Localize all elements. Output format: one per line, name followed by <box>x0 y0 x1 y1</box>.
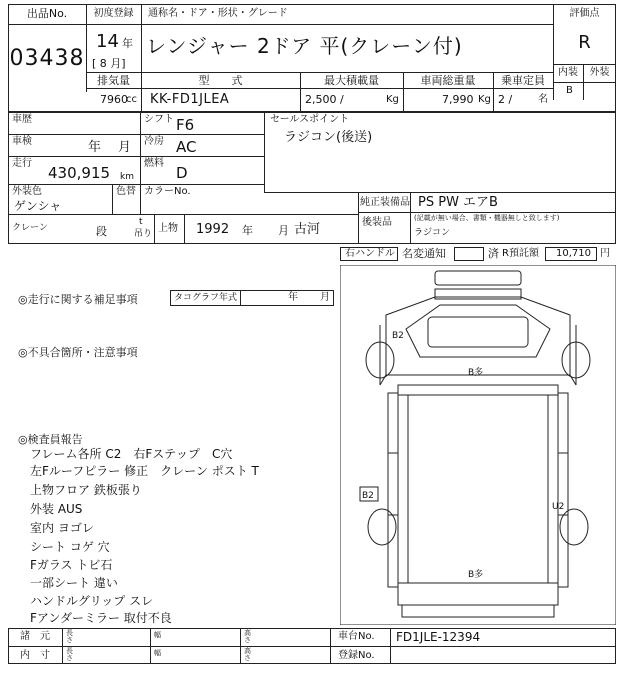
ac: AC <box>176 138 197 156</box>
capacity-unit: 名 <box>538 94 548 105</box>
sales-point-label: セールスポイント <box>270 114 350 125</box>
recycle-deposit-label: R預託額 <box>502 248 539 259</box>
inspector-line: シート コゲ 穴 <box>30 540 110 554</box>
tachograph-label: タコグラフ年式 <box>174 293 238 303</box>
mileage-unit: km <box>120 172 134 182</box>
color: ゲンシャ <box>14 199 62 213</box>
inspector-line: 一部シート 違い <box>30 576 118 590</box>
shift: F6 <box>176 116 195 134</box>
ac-label: 冷房 <box>144 136 164 147</box>
truck-diagram <box>340 265 616 625</box>
first-reg-label: 初度登録 <box>93 8 134 19</box>
capacity-label: 乗車定員 <box>501 74 545 87</box>
interior-grade: B <box>566 85 573 96</box>
chassis-label: 車台No. <box>338 631 375 642</box>
width-label: 幅 <box>154 649 161 657</box>
exterior-label: 外装 <box>589 67 610 78</box>
height-label: 高さ <box>244 647 251 662</box>
supplement-label: ◎走行に関する補足事項 <box>18 293 138 306</box>
name-change-label: 名変通知 <box>402 247 446 260</box>
lot-number: 03438 <box>9 46 85 71</box>
aftermarket: ラジコン <box>414 228 451 238</box>
damage-mark: B多 <box>468 368 484 378</box>
grade-label: 評価点 <box>569 8 600 19</box>
tachograph-year-unit: 年 <box>288 292 298 303</box>
displacement-unit: cc <box>126 94 137 105</box>
body-month-unit: 月 <box>278 224 289 237</box>
length-label: 長さ <box>66 629 73 644</box>
car-name-label: 通称名・ドア・形状・グレード <box>148 8 288 19</box>
capacity: 2 / <box>498 93 513 106</box>
damage-mark: U2 <box>552 502 565 512</box>
color-label: 外装色 <box>12 186 42 197</box>
recycle-unit: 円 <box>600 248 610 259</box>
mileage-label: 走行 <box>12 158 32 169</box>
max-load: 2,500 / <box>305 93 344 106</box>
max-load-label: 最大積載量 <box>324 74 379 87</box>
inspector-label: ◎検査員報告 <box>18 433 83 446</box>
gross-weight-unit: Kg <box>478 94 491 105</box>
chassis-number: FD1JLE-12394 <box>396 630 481 644</box>
damage-mark: B2 <box>392 331 404 341</box>
damage-mark: B多 <box>468 570 484 580</box>
first-reg-month: [ 8 月] <box>92 57 126 70</box>
damage-mark: B2 <box>362 491 374 501</box>
first-reg-year: 14 <box>96 31 119 52</box>
fuel: D <box>176 164 188 182</box>
displacement-label: 排気量 <box>97 74 130 87</box>
tachograph-month-unit: 月 <box>320 292 330 303</box>
first-reg-year-unit: 年 <box>122 37 133 50</box>
max-load-unit: Kg <box>386 94 399 105</box>
sales-point: ラジコン(後送) <box>284 130 373 145</box>
inspector-line: Fガラス トビ石 <box>30 558 113 572</box>
shift-label: シフト <box>144 114 174 125</box>
model-label: 型 式 <box>198 74 243 87</box>
displacement: 7960 <box>100 93 128 106</box>
registration-label: 登録No. <box>338 650 375 661</box>
car-name: レンジャー 2ドア 平(クレーン付) <box>146 34 463 58</box>
aftermarket-note: (記載が無い場合、書類・機器無しと致します) <box>414 214 560 222</box>
height-label: 高さ <box>244 629 251 644</box>
inspector-line: 室内 ヨゴレ <box>30 521 94 535</box>
model: KK-FD1JLEA <box>150 92 230 107</box>
crane-lift-unit: 吊り <box>134 229 153 239</box>
inspection-year-unit: 年 <box>88 140 102 155</box>
lot-label: 出品No. <box>26 7 68 20</box>
dims-label: 内 寸 <box>20 650 50 661</box>
inspector-line: フレーム各所 C2 右Fステップ C穴 <box>30 447 233 461</box>
crane-t: t <box>139 217 143 227</box>
body-label: 上物 <box>158 223 178 234</box>
genuine-equipment: PS PW エアB <box>418 195 498 210</box>
grade-value: R <box>578 32 591 53</box>
inspector-line: ハンドルグリップ スレ <box>30 594 154 608</box>
color-change-label: 色替 <box>116 186 136 197</box>
body-maker: 古河 <box>294 222 321 237</box>
gross-weight-label: 車両総重量 <box>420 74 476 87</box>
gross-weight: 7,990 <box>442 93 474 106</box>
inspector-line: Fアンダーミラー 取付不良 <box>30 611 172 625</box>
recycle-deposit: 10,710 <box>556 248 591 259</box>
genuine-label: 純正装備品 <box>360 197 410 208</box>
color-code-label: カラーNo. <box>144 186 191 197</box>
crane-label: クレーン <box>12 223 48 233</box>
inspector-line: 外装 AUS <box>30 502 83 516</box>
crane-stage-unit: 段 <box>96 225 107 238</box>
steering: 右ハンドル <box>345 248 395 259</box>
width-label: 幅 <box>154 631 161 639</box>
name-change-box <box>454 247 484 261</box>
body-year: 1992 <box>196 222 230 237</box>
body-year-unit: 年 <box>242 224 253 237</box>
recycle-done-label: 済 <box>488 247 499 260</box>
fuel-label: 燃料 <box>144 158 164 169</box>
mileage: 430,915 <box>48 164 111 182</box>
aftermarket-label: 後装品 <box>362 217 392 228</box>
inspection-label: 車検 <box>12 136 32 147</box>
history-label: 車歴 <box>12 114 32 125</box>
defects-label: ◎不具合箇所・注意事項 <box>18 346 138 359</box>
spec-label: 諸 元 <box>20 631 50 642</box>
inspector-line: 上物フロア 鉄板張り <box>30 483 142 497</box>
inspector-line: 左Fルーフピラー 修正 クレーン ポスト T <box>30 464 259 478</box>
length-label: 長さ <box>66 647 73 662</box>
inspection-month-unit: 月 <box>118 140 132 155</box>
interior-label: 内装 <box>558 67 578 78</box>
